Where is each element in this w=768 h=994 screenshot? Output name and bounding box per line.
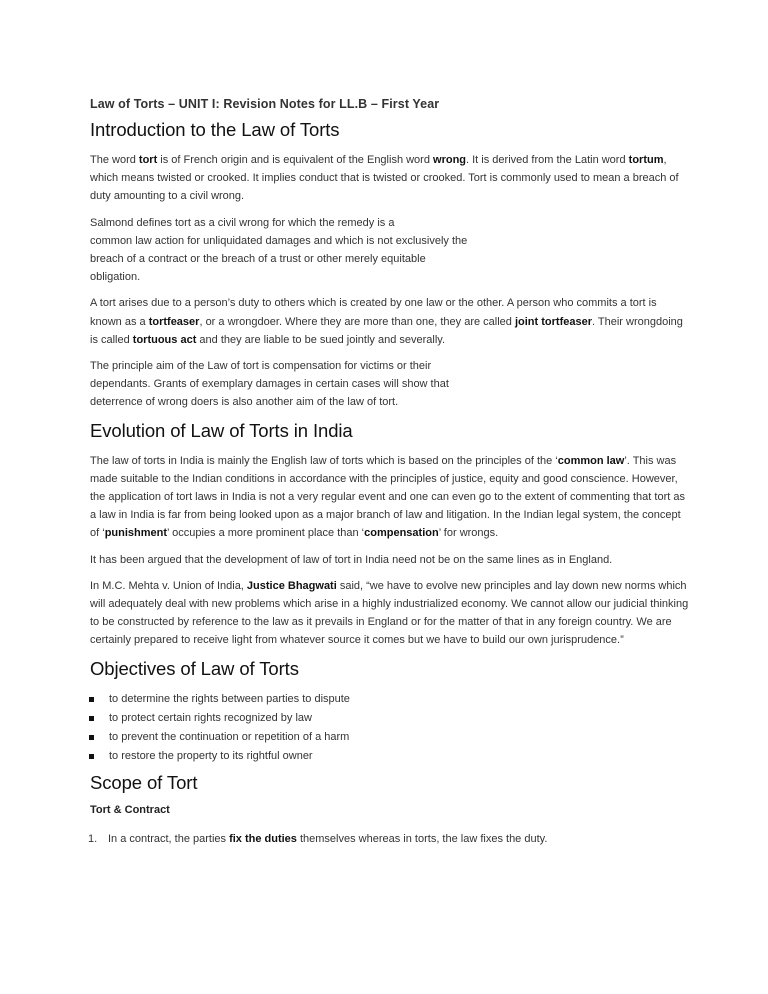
heading-scope: Scope of Tort	[90, 771, 198, 793]
scope-list	[90, 830, 690, 848]
list-item: to protect certain rights recognized by law	[90, 709, 690, 728]
paragraph-argued: It has been argued that the development of law of tort in India need not be on the same lines as in England.	[90, 553, 613, 566]
paragraph-tort-definition: The word tort is of French origin and is equivalent of the English word wrong. It is derived from the Latin word tortum, which means twisted or crooked. It implies conduct that is twisted or crooked. Tort is commonly used to mean a breach of duty amounting to a civil wrong.	[90, 154, 679, 203]
list-item: to restore the property to its rightful owner	[90, 747, 690, 766]
paragraph-tortfeaser: A tort arises due to a person’s duty to others which is created by one law or the other. A person who commits a tort is known as a tortfeaser, or a wrongdoer. Where they are more than one, they are called joint tortfeaser. Their wrongdoing is called tortuous act and they are liable to be sued jointly and severally.	[90, 297, 683, 346]
paragraph-evolution: The law of torts in India is mainly the English law of torts which is based on the principles of the ‘common law’. This was made suitable to the Indian conditions in accordance with the principles of justice, equity and good conscience. However, the application of tort laws in India is not a very regular event and one can even go to the extent of commenting that tort as a law in India is far from being looked upon as a major branch of law and litigation. In the Indian legal system, the concept of ‘punishment’ occupies a more prominent place than ‘compensation’ for wrongs.	[90, 454, 685, 540]
document-content	[90, 97, 690, 848]
paragraph-principle-aim: The principle aim of the Law of tort is compensation for victims or their dependants. Grants of exemplary damages in certain cases will show that deterrence of wrong doers is also another aim of the law of tort.	[90, 360, 449, 409]
list-item: to determine the rights between parties to dispute	[90, 690, 690, 709]
paragraph-salmond-definition: Salmond defines tort as a civil wrong for which the remedy is a common law action for unliquidated damages and which is not exclusively the breach of a contract or the breach of a trust or other merely equitable obligation.	[90, 216, 468, 284]
document-title: Law of Torts – UNIT I: Revision Notes for LL.B – First Year	[90, 97, 440, 111]
subheading-tort-contract: Tort & Contract	[90, 803, 170, 816]
paragraph-mc-mehta: In M.C. Mehta v. Union of India, Justice Bhagwati said, “we have to evolve new principles and lay down new norms which will adequately deal with new problems which arise in a highly industrialized economy. We cannot allow our judicial thinking to be constructed by reference to the law as it prevails in England or for the matter of that in any foreign country. We are certainly prepared to receive light from whatever source it comes but we have to build our own jurisprudence.”	[90, 579, 689, 647]
objectives-list	[90, 690, 690, 766]
list-item: 1. In a contract, the parties fix the duties themselves whereas in torts, the law fixes the duty.	[88, 832, 548, 845]
heading-objectives: Objectives of Law of Torts	[90, 657, 299, 679]
heading-introduction: Introduction to the Law of Torts	[90, 119, 340, 140]
list-item: to prevent the continuation or repetition of a harm	[90, 728, 690, 747]
heading-evolution: Evolution of Law of Torts in India	[90, 419, 353, 441]
